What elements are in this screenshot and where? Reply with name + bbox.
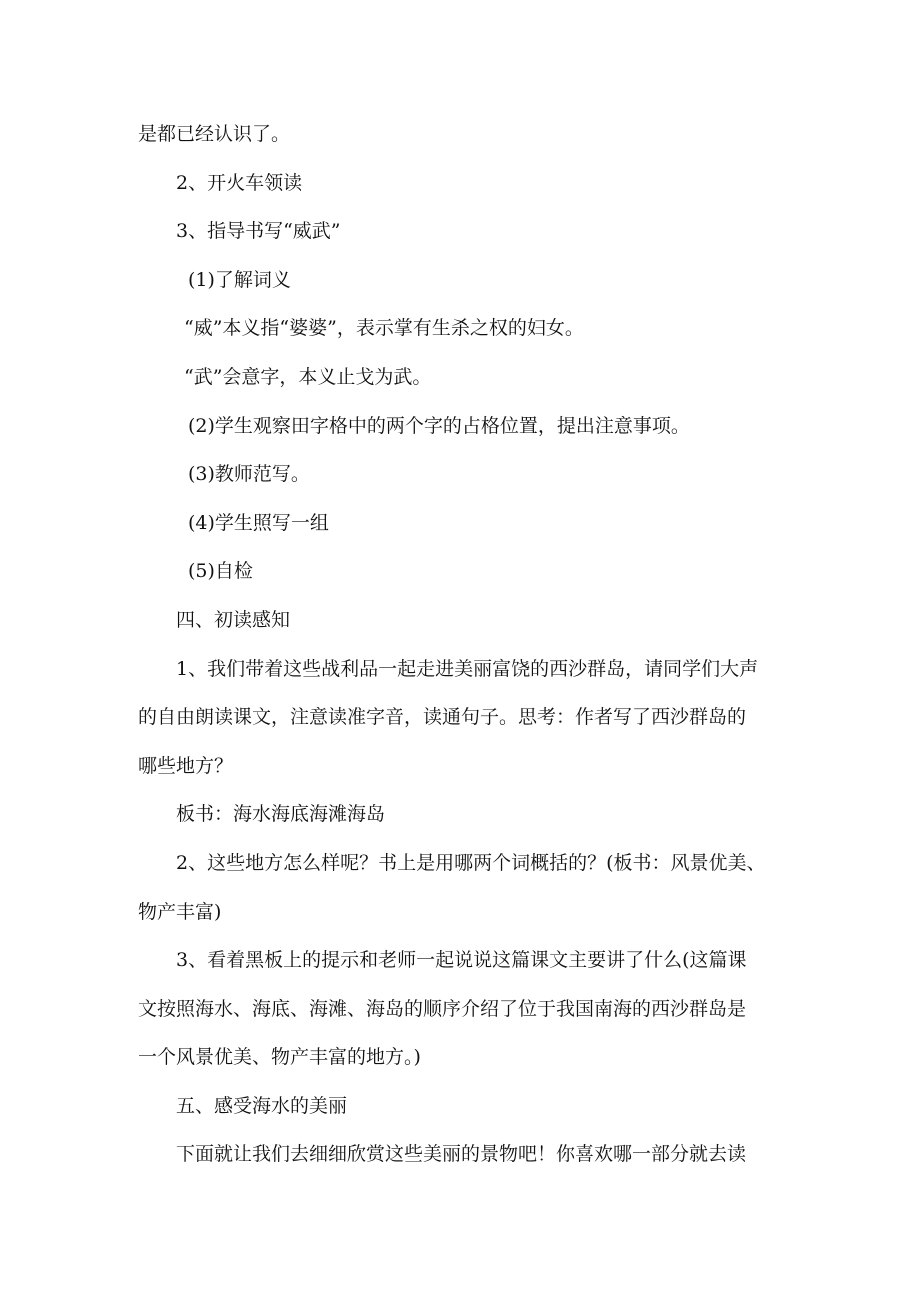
- paragraph-line: 哪些地方？: [138, 754, 234, 777]
- list-item: 3、指导书写“威武”: [176, 220, 341, 243]
- paragraph-line: 一个风景优美、物产丰富的地方。): [138, 1046, 421, 1069]
- paragraph-line: 3、看着黑板上的提示和老师一起说说这篇课文主要讲了什么(这篇课: [176, 949, 747, 972]
- sub-list-item: (3)教师范写。: [188, 463, 310, 486]
- text-line: “威”本义指“婆婆”，表示掌有生杀之权的妇女。: [184, 317, 584, 340]
- text-line: “武”会意字，本义止戈为武。: [184, 365, 432, 388]
- sub-list-item: (2)学生观察田字格中的两个字的占格位置，提出注意事项。: [188, 414, 690, 437]
- paragraph-line: 1、我们带着这些战利品一起走进美丽富饶的西沙群岛，请同学们大声: [176, 657, 759, 680]
- section-heading: 五、感受海水的美丽: [176, 1094, 348, 1117]
- sub-list-item: (4)学生照写一组: [188, 511, 329, 534]
- paragraph-line: 的自由朗读课文，注意读准字音，读通句子。思考：作者写了西沙群岛的: [138, 706, 747, 729]
- paragraph-line: 下面就让我们去细细欣赏这些美丽的景物吧！你喜欢哪一部分就去读: [176, 1143, 747, 1166]
- document-body: [138, 110, 790, 1179]
- text-line: 是都已经认识了。: [138, 123, 291, 145]
- paragraph-line: 2、这些地方怎么样呢？书上是用哪两个词概括的？(板书：风景优美、: [176, 851, 766, 874]
- paragraph-line: 物产丰富): [138, 900, 222, 923]
- list-item: 2、开火车领读: [176, 171, 303, 194]
- paragraph-line: 文按照海水、海底、海滩、海岛的顺序介绍了位于我国南海的西沙群岛是: [138, 997, 747, 1020]
- section-heading: 四、初读感知: [176, 608, 291, 631]
- sub-list-item: (1)了解词义: [188, 268, 291, 291]
- sub-list-item: (5)自检: [188, 560, 253, 583]
- blackboard-note: 板书：海水海底海滩海岛: [176, 803, 386, 826]
